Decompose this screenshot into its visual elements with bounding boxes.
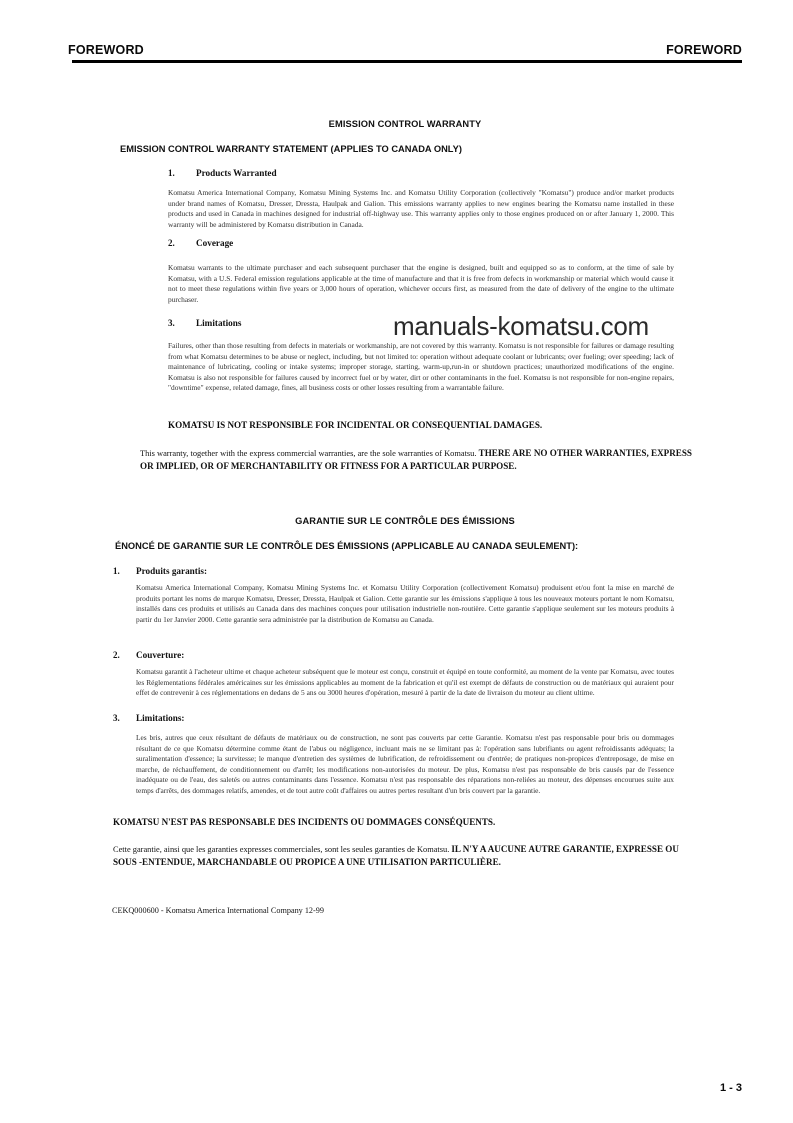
french-item-1-heading: Produits garantis: xyxy=(136,566,208,576)
french-item-2-number: 2. xyxy=(113,650,120,660)
french-disclaimer-lead: Cette garantie, ainsi que les garanties expresses commerciales, sont les seules garanties de Komatsu. xyxy=(113,845,452,854)
french-item-2-body: Komatsu garantit à l'acheteur ultime et chaque acheteur subséquent que le moteur est conçu, construit et équipé en toute conformité, au moment de la vente par Komatsu, avec toutes les Réglementations fédérales américaines sur les émissions applicables au moment de la fabrication et qu'il est exempt de défauts de construction ou de matériaux qui auraient pour effet de contrevenir à ces réglementations en dedans de 5 ans ou 3000 heures d'opération, mesuré à partir de la date de livraison du moteur au client ultime. xyxy=(136,667,674,698)
french-item-1-body: Komatsu America International Company, Komatsu Mining Systems Inc. et Komatsu Utility Corporation (collectivement Komatsu) produisent et/ou font la mise en marché de produits portant les noms de marque Komatsu, Dresser, Dressta, Haulpak et Galion. Cette garantie sur les émissions s'applique à tous les nouveaux moteurs portant le nom Komatsu, installés dans ces produits et utilisés au Canada dans des machines conçues pour utilisation industrielle non-routière. Cette garantie s'applique seulement sur les moteurs produits à partir du 1er Janvier 2000. Cette garantie sera administrée par la distribution de Komatsu au Canada. xyxy=(136,583,674,624)
french-item-3-number: 3. xyxy=(113,713,120,723)
english-statement-heading: EMISSION CONTROL WARRANTY STATEMENT (APPLIES TO CANADA ONLY) xyxy=(120,144,462,154)
english-item-2-heading: Coverage xyxy=(196,238,234,248)
french-disclaimer xyxy=(113,843,683,870)
french-item-2-heading: Couverture: xyxy=(136,650,185,660)
footer-document-code: CEKQ000600 - Komatsu America International Company 12-99 xyxy=(112,906,324,915)
french-notice-bold: KOMATSU N'EST PAS RESPONSABLE DES INCIDENTS OU DOMMAGES CONSÉQUENTS. xyxy=(113,817,496,827)
english-item-3-number: 3. xyxy=(168,318,175,328)
english-item-1-body: Komatsu America International Company, Komatsu Mining Systems Inc. and Komatsu Utility Corporation (collectively "Komatsu") produce and/or market products under brand names of Komatsu, Dresser, Dressta, Haulpak and Galion. This emissions warranty applies to new engines bearing the Komatsu name installed in these products and used in Canada in machines designed for industrial off-highway use. This warranty applies only to those engines produced on or after January 1, 2000. This warranty will be administered by Komatsu distribution in Canada. xyxy=(168,188,674,229)
page-header xyxy=(68,43,742,57)
english-item-3-heading: Limitations xyxy=(196,318,242,328)
english-item-1-heading: Products Warranted xyxy=(196,168,277,178)
french-item-3-heading: Limitations: xyxy=(136,713,185,723)
header-left-label: FOREWORD xyxy=(68,43,144,57)
english-item-2-number: 2. xyxy=(168,238,175,248)
page-number: 1 - 3 xyxy=(719,1082,742,1094)
french-item-3-body: Les bris, autres que ceux résultant de défauts de matériaux ou de construction, ne sont pas couverts par cette Garantie. Komatsu n'est pas responsable pour bris ou dommages résultant de ce que Komatsu détermine comme étant de l'abus ou négligence, incluant mais ne se limitant pas à: l'opération sans lubrifiants ou agent refroidissants adéquats; la suralimentation d'essence; la survitesse; le manque d'entretien des systèmes de lubrification, de refroidissement ou d'entrée; de pratiques non-propices d'entreposage, de mise en marche, de réchauffement, de conditionnement ou d'arrêt; les modifications non-autorisées du moteur. De plus, Komatsu n'est pas responsable de bris causés par de l'essence inadéquate ou de l'eau, des saletés ou autres contaminants dans l'essence. Komatsu n'est pas responsable des réparations non-reliées au moteur, des dépenses encourues suite aux temps d'arrêts, des dommages relatifs, amendes, et de tout autre coût d'affaires ou autres pertes resultant d'un bris couvert par la garantie. xyxy=(136,733,674,795)
header-divider xyxy=(72,60,742,63)
english-disclaimer-lead: This warranty, together with the express commercial warranties, are the sole warranties of Komatsu. xyxy=(140,449,479,458)
english-notice-bold: KOMATSU IS NOT RESPONSIBLE FOR INCIDENTAL OR CONSEQUENTIAL DAMAGES. xyxy=(168,420,543,430)
french-disclaimer-bold: IL N'Y A AUCUNE AUTRE GARANTIE, EXPRESSE OU SOUS -ENTENDUE, MARCHANDABLE OU PROPICE A UNE UTILISATION PARTICULIÈRE. xyxy=(113,844,679,868)
french-statement-heading: ÉNONCÉ DE GARANTIE SUR LE CONTRÔLE DES ÉMISSIONS (APPLICABLE AU CANADA SEULEMENT): xyxy=(115,541,579,551)
header-right-label: FOREWORD xyxy=(666,43,742,57)
english-item-3-body: Failures, other than those resulting from defects in materials or workmanship, are not covered by this warranty. Komatsu is not responsible for failures or damage resulting from what Komatsu determines to be abuse or neglect, including, but not limited to: operation without adequate coolant or lubricants; over fueling; over speeding; lack of maintenance of lubricating, cooling or intake systems; improper storage, starting, warm-up,run-in or shutdown practices; unauthorized modifications of the engine. Komatsu is also not responsible for failures caused by incorrect fuel or by water, dirt or other contaminants in the fuel. Komatsu is not responsible for non-engine repairs, "downtime" expense, related damage, fines, all business costs or other losses resulting from a warrantable failure. xyxy=(168,341,674,393)
french-section-title: GARANTIE SUR LE CONTRÔLE DES ÉMISSIONS xyxy=(295,516,515,526)
english-item-2-body: Komatsu warrants to the ultimate purchaser and each subsequent purchaser that the engine is designed, built and equipped so as to conform, at the time of sale by Komatsu, with a U.S. Federal emission regulations applicable at the time of manufacture and that it is free from defects in workmanship or material which would cause it not to meet these regulations within five years or 3,000 hours of operation, whichever occurs first, as measured from the date of delivery of the engine to the ultimate purchaser. xyxy=(168,263,674,304)
site-watermark: manuals-komatsu.com xyxy=(393,311,649,341)
french-item-1-number: 1. xyxy=(113,566,120,576)
english-disclaimer-bold: THERE ARE NO OTHER WARRANTIES, EXPRESS OR IMPLIED, OR OF MERCHANTABILITY OR FITNESS FOR A PARTICULAR PURPOSE. xyxy=(140,448,692,472)
english-item-1-number: 1. xyxy=(168,168,175,178)
english-disclaimer xyxy=(140,447,692,474)
english-section-title: EMISSION CONTROL WARRANTY xyxy=(328,119,482,129)
